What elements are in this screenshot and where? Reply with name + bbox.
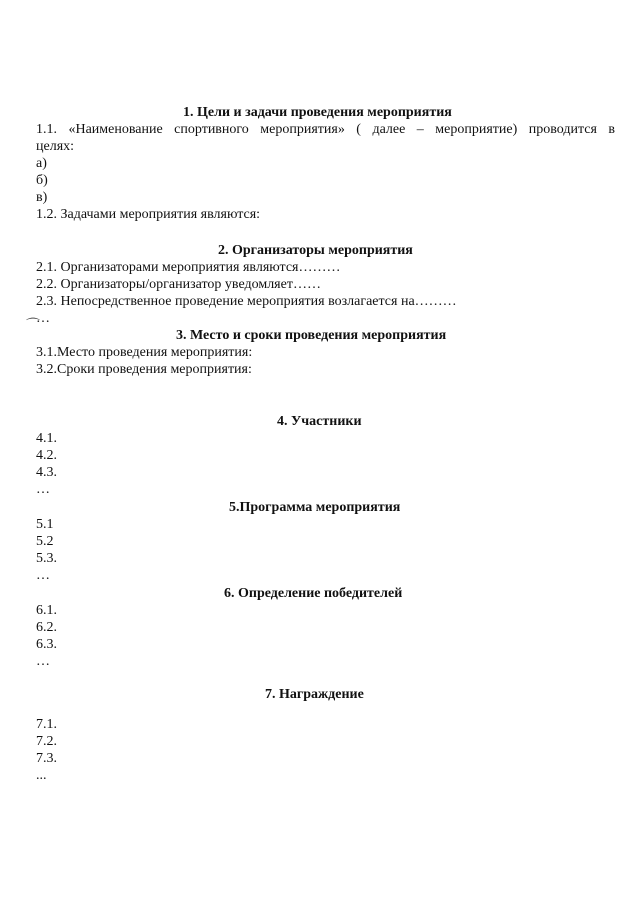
section2-line2: 2.2. Организаторы/организатор уведомляет…… <box>36 277 321 292</box>
scan-mark: ⌒ <box>26 319 40 334</box>
section4-item: … <box>36 482 50 497</box>
section6-item: … <box>36 654 50 669</box>
section7-item: 7.2. <box>36 734 57 749</box>
section4-item: 4.2. <box>36 448 57 463</box>
section7-heading: 7. Награждение <box>265 687 364 702</box>
section3-line2: 3.2.Сроки проведения мероприятия: <box>36 362 252 377</box>
section7-item: ... <box>36 768 47 783</box>
section7-item: 7.1. <box>36 717 57 732</box>
section5-item: 5.3. <box>36 551 57 566</box>
section2-line1: 2.1. Организаторами мероприятия являются……… <box>36 260 341 275</box>
section4-heading: 4. Участники <box>277 414 362 429</box>
section3-heading: 3. Место и сроки проведения мероприятия <box>176 328 447 343</box>
section6-heading: 6. Определение победителей <box>224 586 403 601</box>
section1-line1-cont: целях: <box>36 139 75 154</box>
section1-line2: 1.2. Задачами мероприятия являются: <box>36 207 261 222</box>
section5-item: 5.2 <box>36 534 54 549</box>
section6-item: 6.1. <box>36 603 57 618</box>
section6-item: 6.3. <box>36 637 57 652</box>
section1-heading: 1. Цели и задачи проведения мероприятия <box>183 105 452 120</box>
section3-line1: 3.1.Место проведения мероприятия: <box>36 345 253 360</box>
section4-item: 4.1. <box>36 431 57 446</box>
section1-item-b: б) <box>36 173 48 188</box>
section1-item-c: в) <box>36 190 48 205</box>
section5-item: … <box>36 568 50 583</box>
section4-item: 4.3. <box>36 465 57 480</box>
section2-heading: 2. Организаторы мероприятия <box>218 243 413 258</box>
section1-item-a: а) <box>36 156 47 171</box>
section2-line3: 2.3. Непосредственное проведение мероприятия возлагается на……… <box>36 294 457 309</box>
section5-item: 5.1 <box>36 517 54 532</box>
section5-heading: 5.Программа мероприятия <box>229 500 401 515</box>
section1-line1: 1.1. «Наименование спортивного мероприятия» ( далее – мероприятие) проводится в <box>36 122 615 137</box>
section6-item: 6.2. <box>36 620 57 635</box>
section2-ellipsis: … <box>36 311 50 326</box>
section7-item: 7.3. <box>36 751 57 766</box>
